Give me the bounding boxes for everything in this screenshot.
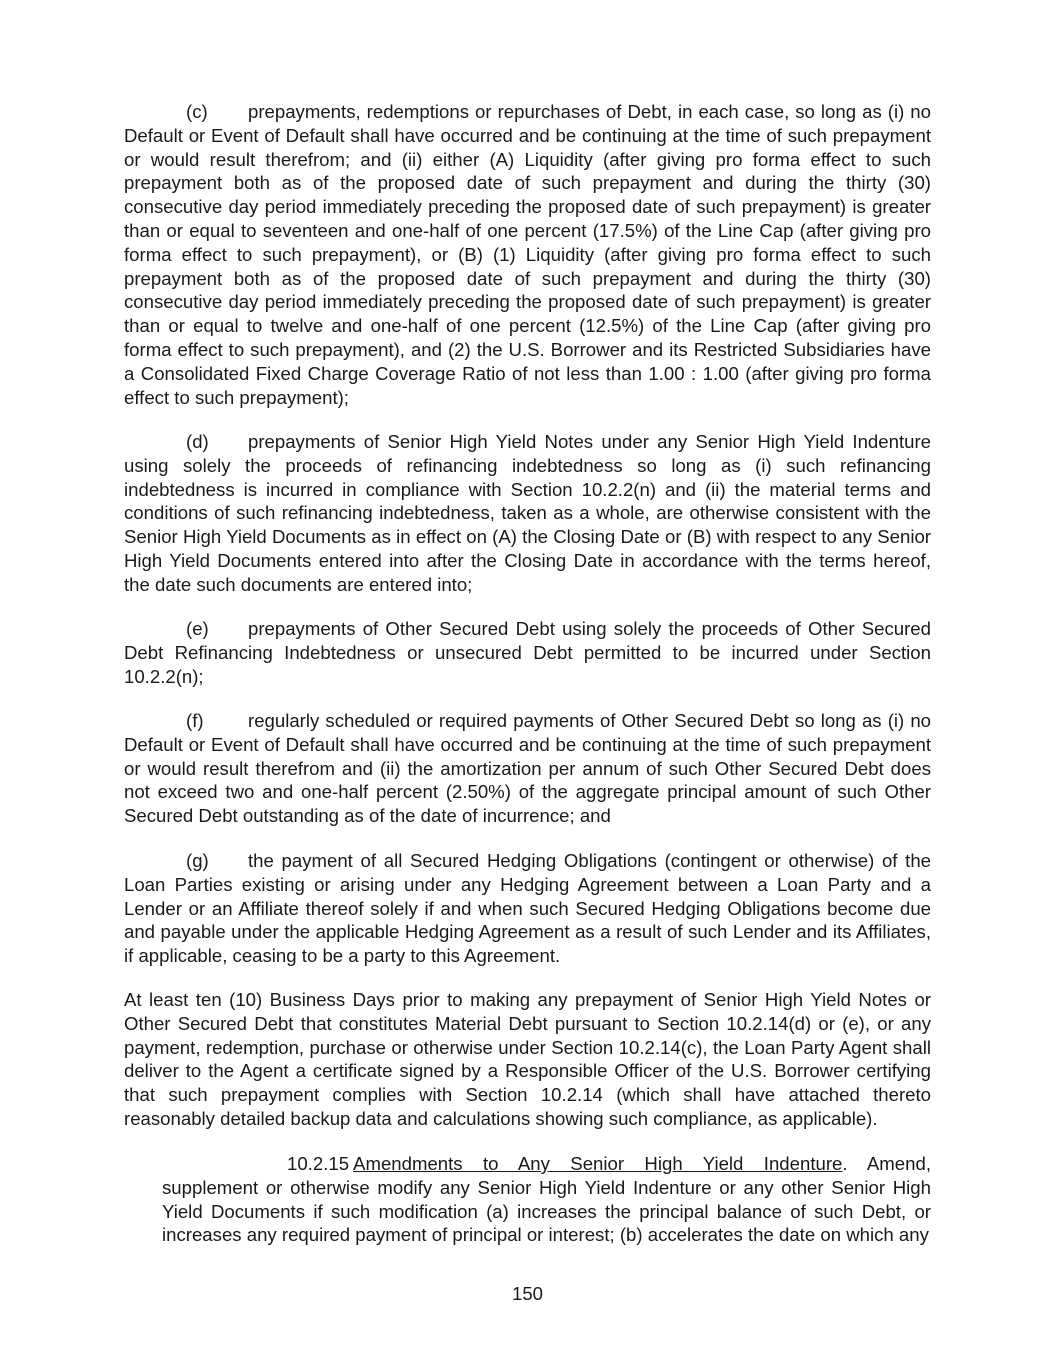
clause-d [124, 430, 931, 597]
section-heading-period: . [842, 1153, 848, 1174]
clause-f [124, 709, 931, 828]
clause-label: (f) [186, 710, 204, 731]
section-heading: Amendments to Any Senior High Yield Indenture [353, 1153, 843, 1174]
section-10-2-15 [162, 1152, 931, 1247]
clause-c [124, 100, 931, 409]
section-first-line-tail: Amend, [866, 1153, 931, 1174]
clause-g [124, 849, 931, 968]
clause-label: (e) [186, 618, 209, 639]
clause-label: (g) [186, 850, 209, 871]
clause-label: (d) [186, 431, 209, 452]
clause-text: prepayments of Other Secured Debt using solely the proceeds of Other Secured Debt Refinancing Indebtedness or unsecured Debt permitted to be incurred under Section 10.2.2(n); [124, 618, 931, 687]
closing-paragraph: At least ten (10) Business Days prior to making any prepayment of Senior High Yield Notes or Other Secured Debt that constitutes Material Debt pursuant to Section 10.2.14(d) or (e), or any payment, redemption, purchase or otherwise under Section 10.2.14(c), the Loan Party Agent shall deliver to the Agent a certificate signed by a Responsible Officer of the U.S. Borrower certifying that such prepayment complies with Section 10.2.14 (which shall have attached thereto reasonably detailed backup data and calculations showing such compliance, as applicable). [124, 989, 931, 1129]
section-heading-line [162, 1152, 931, 1176]
section-number: 10.2.15 [287, 1153, 350, 1174]
clause-text: prepayments, redemptions or repurchases of Debt, in each case, so long as (i) no Default or Event of Default shall have occurred and be continuing at the time of such prepayment or would result therefrom; and (ii) either (A) Liquidity (after giving pro forma effect to such prepayment both as of the proposed date of such prepayment and during the thirty (30) consecutive day period immediately preceding the proposed date of such prepayment) is greater than or equal to seventeen and one-half of one percent (17.5%) of the Line Cap (after giving pro forma effect to such prepayment), or (B) (1) Liquidity (after giving pro forma effect to such prepayment both as of the proposed date of such prepayment and during the thirty (30) consecutive day period immediately preceding the proposed date of such prepayment) is greater than or equal to twelve and one-half of one percent (12.5%) of the Line Cap (after giving pro forma effect to such prepayment), and (2) the U.S. Borrower and its Restricted Subsidiaries have a Consolidated Fixed Charge Coverage Ratio of not less than 1.00 : 1.00 (after giving pro forma effect to such prepayment); [124, 101, 931, 408]
clause-e [124, 617, 931, 688]
clause-text: regularly scheduled or required payments of Other Secured Debt so long as (i) no Default or Event of Default shall have occurred and be continuing at the time of such prepayment or would result therefrom and (ii) the amortization per annum of such Other Secured Debt does not exceed two and one-half percent (2.50%) of the aggregate principal amount of such Other Secured Debt outstanding as of the date of incurrence; and [124, 710, 931, 827]
clause-text: the payment of all Secured Hedging Obligations (contingent or otherwise) of the Loan Parties existing or arising under any Hedging Agreement between a Loan Party and a Lender or an Affiliate thereof solely if and when such Secured Hedging Obligations become due and payable under the applicable Hedging Agreement as a result of such Lender and its Affiliates, if applicable, ceasing to be a party to this Agreement. [124, 850, 931, 967]
page-number: 150 [511, 1283, 544, 1304]
clause-label: (c) [186, 101, 208, 122]
clause-text: prepayments of Senior High Yield Notes under any Senior High Yield Indenture using solely the proceeds of refinancing indebtedness so long as (i) such refinancing indebtedness is incurred in compliance with Section 10.2.2(n) and (ii) the material terms and conditions of such refinancing indebtedness, taken as a whole, are otherwise consistent with the Senior High Yield Documents as in effect on (A) the Closing Date or (B) with respect to any Senior High Yield Documents entered into after the Closing Date in accordance with the terms hereof, the date such documents are entered into; [124, 431, 931, 595]
section-body: supplement or otherwise modify any Senior High Yield Indenture or any other Senior High Yield Documents if such modification (a) increases the principal balance of such Debt, or increases any required payment of principal or interest; (b) accelerates the date on which any [162, 1176, 931, 1246]
